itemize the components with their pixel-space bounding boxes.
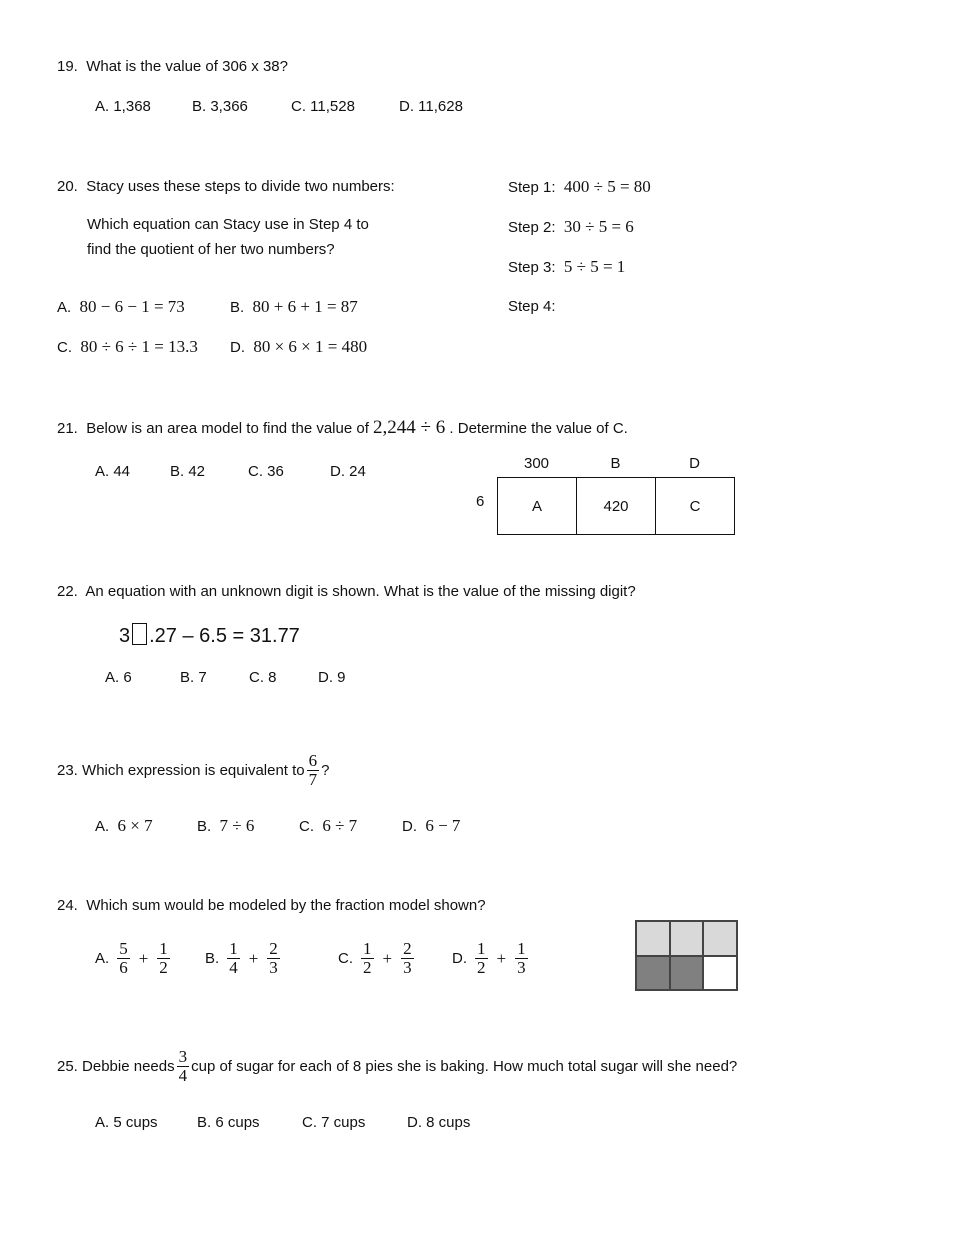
question-text: Which sum would be modeled by the fraction model shown? <box>86 897 486 914</box>
option-d[interactable]: D. 11,628 <box>399 98 463 115</box>
option-letter: D. <box>230 339 245 356</box>
denominator: 3 <box>269 958 278 977</box>
fraction <box>307 752 320 789</box>
fraction-model-cell-shaded-light <box>670 921 704 956</box>
numerator: 2 <box>269 939 278 958</box>
step-expression: 5 ÷ 5 = 1 <box>563 257 626 276</box>
option-c[interactable] <box>338 940 416 977</box>
option-b[interactable]: B. 6 cups <box>197 1114 260 1131</box>
step-label: Step 2: <box>508 219 556 236</box>
fraction-model <box>635 920 738 991</box>
option-b[interactable]: B. 42 <box>170 463 206 480</box>
area-top-label: B <box>610 455 621 472</box>
fraction-model-cell-empty <box>703 956 737 991</box>
option-c[interactable]: C. 7 cups <box>302 1114 366 1131</box>
denominator: 3 <box>403 958 412 977</box>
numerator: 3 <box>178 1047 188 1066</box>
area-grid <box>497 477 735 535</box>
question-expression: 2,244 ÷ 6 <box>373 417 446 438</box>
question-text: An equation with an unknown digit is shown. What is the value of the missing digit? <box>85 583 636 600</box>
equation <box>119 623 300 648</box>
option-c[interactable]: C. 8 <box>249 669 277 686</box>
option-letter: A. <box>95 950 110 967</box>
option-expression: 80 − 6 − 1 = 73 <box>79 297 185 316</box>
option-letter: C. <box>338 950 353 967</box>
option-d[interactable] <box>230 337 367 357</box>
fraction <box>267 940 280 977</box>
question-24 <box>57 897 486 914</box>
option-d[interactable]: D. 9 <box>318 669 346 686</box>
option-d[interactable] <box>452 940 530 977</box>
option-letter: B. <box>205 950 220 967</box>
option-letter: D. <box>452 950 467 967</box>
option-c[interactable]: C. 36 <box>248 463 284 480</box>
option-b[interactable] <box>197 816 254 836</box>
question-21 <box>57 417 628 439</box>
denominator: 4 <box>178 1066 188 1085</box>
question-25 <box>57 1048 737 1085</box>
denominator: 2 <box>363 958 372 977</box>
question-text: Below is an area model to find the value of <box>86 420 369 437</box>
denominator: 4 <box>229 958 238 977</box>
fraction <box>117 940 130 977</box>
option-expression: 7 ÷ 6 <box>219 816 255 835</box>
step-label: Step 4: <box>508 298 556 315</box>
option-a[interactable]: A. 1,368 <box>95 98 151 115</box>
numerator: 6 <box>308 751 318 770</box>
area-cell: A <box>498 478 577 534</box>
numerator: 5 <box>119 939 128 958</box>
area-top-label: 300 <box>523 455 550 472</box>
numerator: 1 <box>229 939 238 958</box>
fraction <box>401 940 414 977</box>
option-a[interactable] <box>95 940 172 977</box>
fraction <box>475 940 488 977</box>
option-b[interactable] <box>205 940 282 977</box>
step-3 <box>508 257 625 277</box>
plus-sign: + <box>248 948 259 968</box>
question-number: 22. <box>57 583 78 600</box>
option-expression: 6 ÷ 7 <box>322 816 358 835</box>
question-19 <box>57 58 288 75</box>
option-c[interactable] <box>299 816 357 836</box>
question-text: What is the value of 306 x 38? <box>86 58 288 75</box>
option-a[interactable] <box>57 297 185 317</box>
question-number: 20. <box>57 178 78 195</box>
fraction <box>227 940 240 977</box>
missing-digit-box <box>132 623 147 645</box>
question-23 <box>57 752 330 789</box>
denominator: 2 <box>477 958 486 977</box>
option-b[interactable]: B. 3,366 <box>192 98 248 115</box>
question-number: 24. <box>57 897 78 914</box>
numerator: 1 <box>159 939 168 958</box>
numerator: 2 <box>403 939 412 958</box>
fraction-model-cell-shaded-light <box>703 921 737 956</box>
option-a[interactable]: A. 6 <box>105 669 132 686</box>
question-20 <box>57 178 395 195</box>
option-d[interactable]: D. 8 cups <box>407 1114 471 1131</box>
fraction <box>515 940 528 977</box>
area-cell: C <box>689 497 701 515</box>
numerator: 1 <box>477 939 486 958</box>
question-text-end: . Determine the value of C. <box>449 420 628 437</box>
option-a[interactable]: A. 5 cups <box>95 1114 158 1131</box>
denominator: 6 <box>119 958 128 977</box>
question-text: Which expression is equivalent to <box>82 762 305 779</box>
question-number: 23. <box>57 762 78 779</box>
numerator: 1 <box>363 939 372 958</box>
option-b[interactable] <box>230 297 358 317</box>
fraction-model-cell-shaded-light <box>636 921 670 956</box>
step-label: Step 1: <box>508 179 556 196</box>
question-number: 25. <box>57 1058 78 1075</box>
equation-end: .27 – 6.5 = 31.77 <box>149 625 300 647</box>
step-expression: 400 ÷ 5 = 80 <box>563 177 651 196</box>
area-side-label: 6 <box>476 493 485 510</box>
equation-start: 3 <box>119 625 131 647</box>
fraction-model-cell-shaded-dark <box>636 956 670 991</box>
area-top-label: D <box>689 455 700 472</box>
step-4 <box>508 298 556 315</box>
step-1 <box>508 177 651 197</box>
option-c[interactable]: C. 11,528 <box>291 98 355 115</box>
option-d[interactable]: D. 24 <box>330 463 366 480</box>
area-cell: 420 <box>577 478 656 534</box>
step-2 <box>508 217 634 237</box>
step-label: Step 3: <box>508 259 556 276</box>
option-expression: 6 − 7 <box>425 816 461 835</box>
option-letter: B. <box>197 818 212 835</box>
step-expression: 30 ÷ 5 = 6 <box>563 217 634 236</box>
fraction-model-cell-shaded-dark <box>670 956 704 991</box>
question-text: Debbie needs <box>82 1058 175 1075</box>
question-number: 19. <box>57 58 78 75</box>
option-letter: A. <box>95 818 110 835</box>
option-d[interactable] <box>402 816 460 836</box>
option-expression: 6 × 7 <box>117 816 153 835</box>
denominator: 3 <box>517 958 526 977</box>
plus-sign: + <box>382 948 393 968</box>
option-expression: 80 + 6 + 1 = 87 <box>252 297 358 316</box>
question-mark: ? <box>321 762 330 779</box>
option-c[interactable] <box>57 337 198 357</box>
question-text-end: cup of sugar for each of 8 pies she is baking. How much total sugar will she need? <box>191 1058 738 1075</box>
option-expression: 80 ÷ 6 ÷ 1 = 13.3 <box>80 337 198 356</box>
question-number: 21. <box>57 420 78 437</box>
numerator: 1 <box>517 939 526 958</box>
option-a[interactable] <box>95 816 153 836</box>
denominator: 2 <box>159 958 168 977</box>
fraction <box>361 940 374 977</box>
fraction <box>157 940 170 977</box>
question-text: Stacy uses these steps to divide two numbers: <box>86 178 395 195</box>
option-letter: C. <box>57 339 72 356</box>
option-a[interactable]: A. 44 <box>95 463 131 480</box>
option-letter: C. <box>299 818 314 835</box>
question-subtext-1: Which equation can Stacy use in Step 4 to <box>87 216 369 233</box>
plus-sign: + <box>496 948 507 968</box>
denominator: 7 <box>308 770 318 789</box>
question-22 <box>57 583 636 600</box>
option-letter: A. <box>57 299 72 316</box>
option-letter: B. <box>230 299 245 316</box>
option-expression: 80 × 6 × 1 = 480 <box>253 337 368 356</box>
fraction <box>177 1048 190 1085</box>
option-b[interactable]: B. 7 <box>180 669 207 686</box>
option-letter: D. <box>402 818 417 835</box>
plus-sign: + <box>138 948 149 968</box>
question-subtext-2: find the quotient of her two numbers? <box>87 241 335 258</box>
